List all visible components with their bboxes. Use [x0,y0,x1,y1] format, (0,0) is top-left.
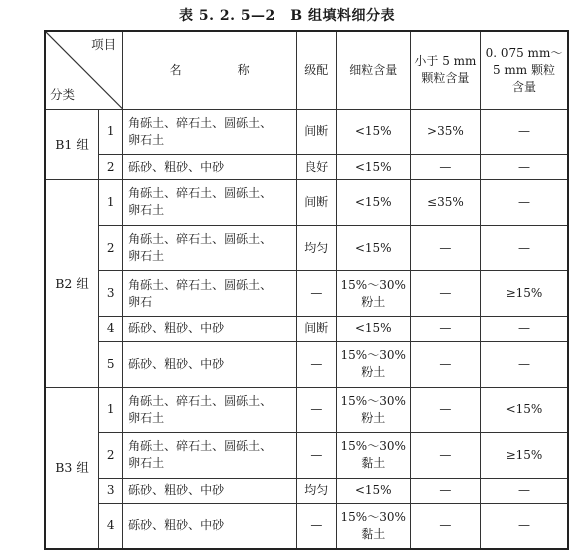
fill-classification-table [44,30,569,550]
group-label: B3 组 [45,387,99,549]
table-row [45,155,568,180]
grading-cell: 良好 [297,155,336,180]
grading-cell: 间断 [297,109,336,155]
material-name: 砾砂、粗砂、中砂 [123,316,297,341]
table-row [45,225,568,271]
fines-content-cell: 15%～30% 粉土 [336,387,410,433]
grading-cell: 均匀 [297,225,336,271]
range-content-cell: — [480,478,568,503]
material-name: 角砾土、碎石土、圆砾土、 卵石土 [123,433,297,479]
material-name: 砾砂、粗砂、中砂 [123,342,297,388]
table-row [45,478,568,503]
fines-content-cell: <15% [336,155,410,180]
fines-content-cell: 15%～30% 粉土 [336,271,410,317]
grading-cell: 间断 [297,316,336,341]
table-row [45,316,568,341]
material-name: 砾砂、粗砂、中砂 [123,478,297,503]
lt5mm-content-cell: — [410,225,480,271]
lt5mm-content-cell: — [410,155,480,180]
fines-content-cell: <15% [336,225,410,271]
row-number: 2 [99,225,123,271]
fines-content-cell: <15% [336,180,410,226]
name-column-header: 名 称 [123,31,297,109]
table-row [45,109,568,155]
range-content-cell: — [480,503,568,549]
material-name: 角砾土、碎石土、圆砾土、 卵石土 [123,225,297,271]
material-name: 角砾土、碎石土、圆砾土、 卵石土 [123,180,297,226]
group-label: B2 组 [45,180,99,387]
grading-cell: — [297,387,336,433]
table-title: 表 5. 2. 5—2 B 组填料细分表 [178,8,396,24]
group-label: B1 组 [45,109,99,180]
grading-cell: 间断 [297,180,336,226]
table-row [45,180,568,226]
range-content-cell: ≥15% [480,433,568,479]
corner-header-cell [45,31,123,109]
lt5-column-header: 小于 5 mm 颗粒含量 [410,31,480,109]
range-content-cell: — [480,342,568,388]
range-column-header: 0. 075 mm～ 5 mm 颗粒 含量 [480,31,568,109]
fines-content-cell: <15% [336,478,410,503]
range-content-cell: ≥15% [480,271,568,317]
material-name: 砾砂、粗砂、中砂 [123,155,297,180]
material-name: 角砾土、碎石土、圆砾土、 卵石土 [123,387,297,433]
range-content-cell: — [480,225,568,271]
row-number: 2 [99,433,123,479]
lt5mm-content-cell: >35% [410,109,480,155]
lt5mm-content-cell: — [410,478,480,503]
range-content-cell: — [480,316,568,341]
grading-cell: — [297,433,336,479]
table-row [45,503,568,549]
row-number: 4 [99,316,123,341]
material-name: 角砾土、碎石土、圆砾土、 卵石土 [123,109,297,155]
range-content-cell: <15% [480,387,568,433]
grading-column-header: 级配 [297,31,336,109]
row-number: 5 [99,342,123,388]
fines-column-header: 细粒含量 [336,31,410,109]
fines-content-cell: 15%～30% 黏土 [336,503,410,549]
row-number: 1 [99,109,123,155]
lt5mm-content-cell: ≤35% [410,180,480,226]
range-content-cell: — [480,109,568,155]
row-number: 1 [99,180,123,226]
material-name: 角砾土、碎石土、圆砾土、 卵石 [123,271,297,317]
row-number: 2 [99,155,123,180]
lt5mm-content-cell: — [410,316,480,341]
row-number: 4 [99,503,123,549]
table-row [45,433,568,479]
table-row [45,342,568,388]
table-row [45,271,568,317]
material-name: 砾砂、粗砂、中砂 [123,503,297,549]
corner-item-label: 项目 [91,37,117,52]
row-number: 3 [99,271,123,317]
grading-cell: — [297,503,336,549]
fines-content-cell: 15%～30% 粉土 [336,342,410,388]
fines-content-cell: <15% [336,316,410,341]
range-content-cell: — [480,180,568,226]
lt5mm-content-cell: — [410,503,480,549]
table-row [45,387,568,433]
corner-category-label: 分类 [50,86,76,102]
row-number: 1 [99,387,123,433]
fines-content-cell: 15%～30% 黏土 [336,433,410,479]
lt5mm-content-cell: — [410,271,480,317]
lt5mm-content-cell: — [410,342,480,388]
grading-cell: — [297,271,336,317]
range-content-cell: — [480,155,568,180]
grading-cell: — [297,342,336,388]
fines-content-cell: <15% [336,109,410,155]
lt5mm-content-cell: — [410,387,480,433]
lt5mm-content-cell: — [410,433,480,479]
row-number: 3 [99,478,123,503]
grading-cell: 均匀 [297,478,336,503]
